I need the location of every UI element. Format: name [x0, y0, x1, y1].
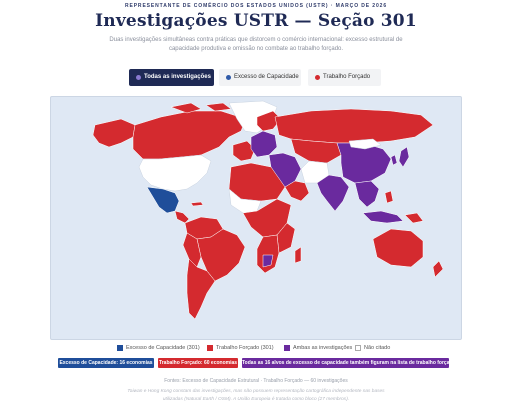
- sources-count: 60 investigações: [310, 378, 348, 384]
- legend-label: Excesso de Capacidade (301): [126, 345, 200, 351]
- legend-swatch: [117, 345, 123, 351]
- legend-label: Ambas as investigações: [293, 345, 353, 351]
- region-canada[interactable]: [133, 111, 246, 159]
- badge-forced-labor-count: Trabalho Forçado: 60 economias: [158, 360, 238, 366]
- region-madagascar[interactable]: [295, 247, 301, 263]
- region-caribbean[interactable]: [191, 202, 203, 206]
- region-india[interactable]: [317, 175, 349, 211]
- region-australia[interactable]: [373, 229, 423, 267]
- legend-swatch: [284, 345, 290, 351]
- region-korea[interactable]: [391, 155, 397, 165]
- tab-label: Trabalho Forçado: [323, 74, 371, 80]
- sources-prefix: Fontes:: [164, 378, 181, 384]
- map-legend: [0, 344, 512, 354]
- summary-badges: [0, 358, 512, 368]
- region-png[interactable]: [405, 213, 423, 223]
- badge-capacity-count: Excesso de Capacidade: 16 economias: [59, 360, 153, 366]
- region-alaska[interactable]: [93, 119, 135, 147]
- tab-dot-icon: [315, 75, 320, 80]
- map-footnote: Taiwan e Hong Kong constam das investigações, mas não possuem representação cartográfica independente nas bases utilizadas (Natural Earth / OSM). A União Europeia é tratada como bloco (27 membros).: [127, 389, 385, 402]
- tab-capacity[interactable]: [219, 69, 301, 86]
- tab-dot-icon: [136, 75, 141, 80]
- legend-label: Não citado: [364, 345, 391, 351]
- region-russia[interactable]: [275, 109, 433, 143]
- source-link-capacity[interactable]: Excesso de Capacidade Estrutural: [182, 378, 260, 384]
- tab-forced-labor[interactable]: [308, 69, 381, 86]
- legend-item-not-cited: [355, 344, 390, 352]
- legend-item-both: [284, 344, 352, 352]
- filter-tabs: [0, 69, 512, 86]
- region-new-zealand[interactable]: [433, 261, 443, 277]
- region-indonesia[interactable]: [363, 211, 403, 223]
- legend-swatch: [355, 345, 361, 351]
- tab-label: Excesso de Capacidade: [234, 74, 299, 80]
- sources-separator: —: [304, 378, 310, 384]
- page-subtitle: Duas investigações simultâneas contra práticas que distorcem o comércio internacional: excesso estrutural de capacidade produtiva e omissão no combate ao trabalho forçado.: [109, 37, 403, 52]
- sources-line: [0, 378, 512, 384]
- region-southern-africa[interactable]: [257, 235, 279, 273]
- tab-label: Todas as investigações: [144, 74, 211, 80]
- tab-dot-icon: [226, 75, 231, 80]
- world-map-svg: [51, 97, 462, 340]
- region-usa[interactable]: [139, 155, 211, 191]
- region-japan[interactable]: [399, 147, 409, 167]
- world-map[interactable]: [50, 96, 462, 340]
- region-central-america[interactable]: [175, 211, 189, 223]
- page-title: Investigações USTR — Seção 301: [95, 11, 417, 31]
- legend-item-capacity: [117, 344, 200, 352]
- header-kicker: REPRESENTANTE DE COMÉRCIO DOS ESTADOS UNIDOS (USTR) · MARÇO DE 2026: [124, 3, 388, 9]
- region-philippines[interactable]: [385, 191, 393, 203]
- region-central-asia[interactable]: [291, 139, 341, 163]
- region-southeast-asia[interactable]: [355, 181, 379, 207]
- legend-swatch: [207, 345, 213, 351]
- legend-label: Trabalho Forçado (301): [216, 345, 274, 351]
- sources-separator: ·: [260, 378, 263, 384]
- tab-all-investigations[interactable]: [129, 69, 214, 86]
- region-eu[interactable]: [251, 131, 277, 157]
- legend-item-forced-labor: [207, 344, 274, 352]
- badge-overlap-note: Todas as 16 alvos de excesso de capacidade também figuram na lista de trabalho forçado: [242, 360, 456, 366]
- source-link-forced-labor[interactable]: Trabalho Forçado: [263, 378, 303, 384]
